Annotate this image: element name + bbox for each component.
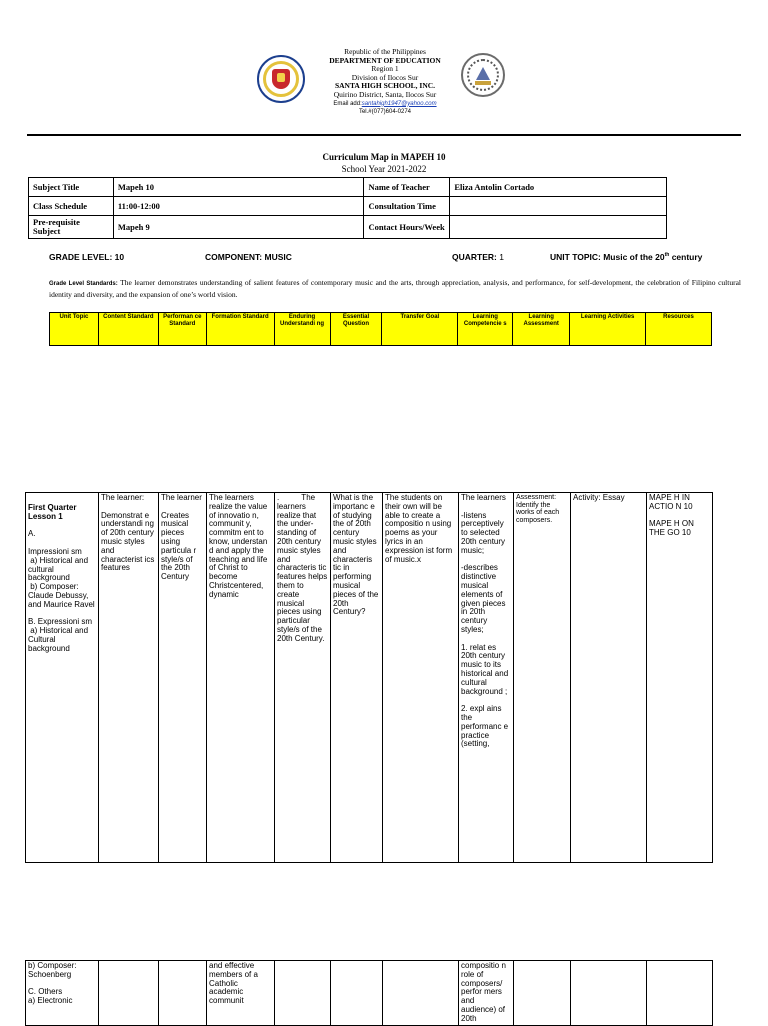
grade-level-standards [49, 278, 741, 299]
table-row [26, 961, 713, 1026]
col-unit-topic: Unit Topic [50, 313, 99, 346]
letterhead-line-1: Republic of the Philippines [344, 47, 426, 56]
grade-level: GRADE LEVEL: 10 [49, 252, 125, 262]
col-performance-standard: Performan ce Standard [158, 313, 206, 346]
col-learning-competencies: Learning Competencie s [458, 313, 513, 346]
cell-transfer-goal [383, 961, 459, 1026]
letterhead-line-2: DEPARTMENT OF EDUCATION [329, 55, 441, 65]
curriculum-map-body-1 [25, 492, 713, 863]
unit-topic-head: First Quarter Lesson 1 [28, 503, 79, 521]
subject-title-value: Mapeh 10 [113, 178, 364, 197]
cell-essential-question [331, 961, 383, 1026]
component: COMPONENT: MUSIC [205, 252, 292, 262]
unit-topic-sup: th [664, 252, 670, 259]
header-divider [27, 134, 741, 136]
cell-resources [647, 961, 713, 1026]
standards-label: Grade Level Standards: [49, 281, 118, 287]
performance-standard-text: The learner Creates musical pieces using particula r style/s of the 20th Century [161, 493, 202, 582]
col-enduring-understanding: Enduring Understandi ng [274, 313, 330, 346]
standards-text: The learner demonstrates understanding of salient features of contemporary music and the arts, through appreciation, analysis, and performance, for self-development, the celebration of Filipino cultural identity and diversity, and the expansion of one’s world vision. [49, 278, 741, 299]
header-row [50, 313, 712, 346]
letterhead-email-line [300, 100, 470, 109]
cell-unit-topic [26, 493, 99, 863]
unit-topic [550, 252, 702, 262]
info-row [29, 216, 667, 239]
col-content-standard: Content Standard [98, 313, 158, 346]
class-schedule-value: 11:00-12:00 [113, 197, 364, 216]
cell-learning-assessment [514, 961, 571, 1026]
prereq-label: Pre-requisite Subject [29, 216, 114, 239]
learning-activities-text: Activity: Essay [573, 493, 625, 502]
quarter-value: 1 [499, 252, 504, 262]
unit-topic-text: b) Composer: Schoenberg C. Others a) Electronic [28, 961, 77, 1006]
letterhead [300, 48, 470, 117]
contact-label: Contact Hours/Week [364, 216, 450, 239]
contact-value [450, 216, 667, 239]
col-essential-question: Essential Question [330, 313, 382, 346]
learning-competencies-text: The learners -listens perceptively to selected 20th century music; -describes distinctive musical elements of given pieces in 20th century styles; 1. relat es 20th century music to its historical and cultural background ; 2. expl ains the performanc e practice (setting, [461, 493, 509, 749]
cell-performance-standard [159, 961, 207, 1026]
consultation-value [450, 197, 667, 216]
deped-seal [257, 55, 305, 103]
transfer-goal-text: The students on their own will be able to create a compositio n using poems as your lyrics in an expression ist form of music.x [385, 493, 455, 564]
email-link[interactable]: santahigh1947@yahoo.com [361, 100, 437, 107]
document-title: Curriculum Map in MAPEH 10 [322, 152, 446, 162]
letterhead-line-3: Region 1 [371, 64, 399, 74]
info-row [29, 178, 667, 197]
table-row [26, 493, 713, 863]
subject-title-label: Subject Title [29, 178, 114, 197]
unit-topic-text: A. Impressioni sm a) Historical and cultural background b) Composer: Claude Debussy, and Maurice Ravel B. Expressioni sm a) Historical and Cultural background [28, 529, 95, 653]
cell-learning-assessment [514, 493, 571, 863]
col-resources: Resources [646, 313, 712, 346]
formation-standard-text: The learners realize the value of innovatio n, communit y, commitm ent to know, understan d and apply the teaching and life of Christ to become Christcentered, dynamic [209, 493, 270, 599]
letterhead-tel: Tel.#(077)604-0274 [358, 109, 412, 116]
cell-enduring-understanding [275, 961, 331, 1026]
info-row [29, 197, 667, 216]
essential-question-text: What is the importanc e of studying the of 20th century music styles and characteris tic in performing musical pieces of the 20th Century? [333, 493, 381, 617]
cell-learning-activities [571, 493, 647, 863]
learning-assessment-text: Assessment: Identify the works of each composers. [516, 494, 562, 524]
col-formation-standard: Formation Standard [206, 313, 274, 346]
cell-formation-standard [207, 961, 275, 1026]
cell-resources [647, 493, 713, 863]
enduring-understanding-text: . The learners realize that the under-standing of 20th century music styles and characteris tic features helps them to create musical pieces using particular style/s of the 20th Century. [277, 493, 330, 643]
cell-essential-question [331, 493, 383, 863]
teacher-label: Name of Teacher [364, 178, 450, 197]
quarter: QUARTER: 1 [452, 252, 504, 262]
letterhead-line-4: Division of Ilocos Sur [351, 72, 419, 82]
school-year: School Year 2021-2022 [341, 164, 427, 174]
cell-unit-topic [26, 961, 99, 1026]
unit-topic-label: UNIT TOPIC: Music of the 20 [550, 252, 665, 262]
teacher-value: Eliza Antolin Cortado [450, 178, 667, 197]
cell-formation-standard [207, 493, 275, 863]
cell-content-standard [99, 493, 159, 863]
cell-learning-competencies [459, 961, 514, 1026]
cell-learning-competencies [459, 493, 514, 863]
consultation-label: Consultation Time [364, 197, 450, 216]
col-transfer-goal: Transfer Goal [382, 313, 458, 346]
cell-content-standard [99, 961, 159, 1026]
curriculum-map-header [49, 312, 712, 346]
col-learning-assessment: Learning Assessment [513, 313, 570, 346]
info-table [28, 177, 667, 239]
content-standard-text: The learner: Demonstrat e understandi ng of 20th century music styles and characterist ics features [101, 493, 155, 573]
class-schedule-label: Class Schedule [29, 197, 114, 216]
cell-enduring-understanding [275, 493, 331, 863]
cell-transfer-goal [383, 493, 459, 863]
letterhead-address: Quirino District, Santa, Ilocos Sur [333, 89, 437, 99]
email-label: Email add: [333, 100, 362, 107]
prereq-value: Mapeh 9 [113, 216, 364, 239]
cell-performance-standard [159, 493, 207, 863]
letterhead-school-name: SANTA HIGH SCHOOL, INC. [334, 81, 436, 91]
curriculum-map-body-2 [25, 960, 713, 1026]
cell-learning-activities [571, 961, 647, 1026]
formation-standard-text: and effective members of a Catholic academic communit [209, 961, 261, 1006]
resources-text: MAPE H IN ACTIO N 10 MAPE H ON THE GO 10 [649, 493, 694, 538]
unit-topic-tail: century [669, 252, 703, 262]
col-learning-activities: Learning Activities [570, 313, 646, 346]
learning-competencies-text: compositio n role of composers/ perfor mers and audience) of 20th [461, 961, 509, 1023]
